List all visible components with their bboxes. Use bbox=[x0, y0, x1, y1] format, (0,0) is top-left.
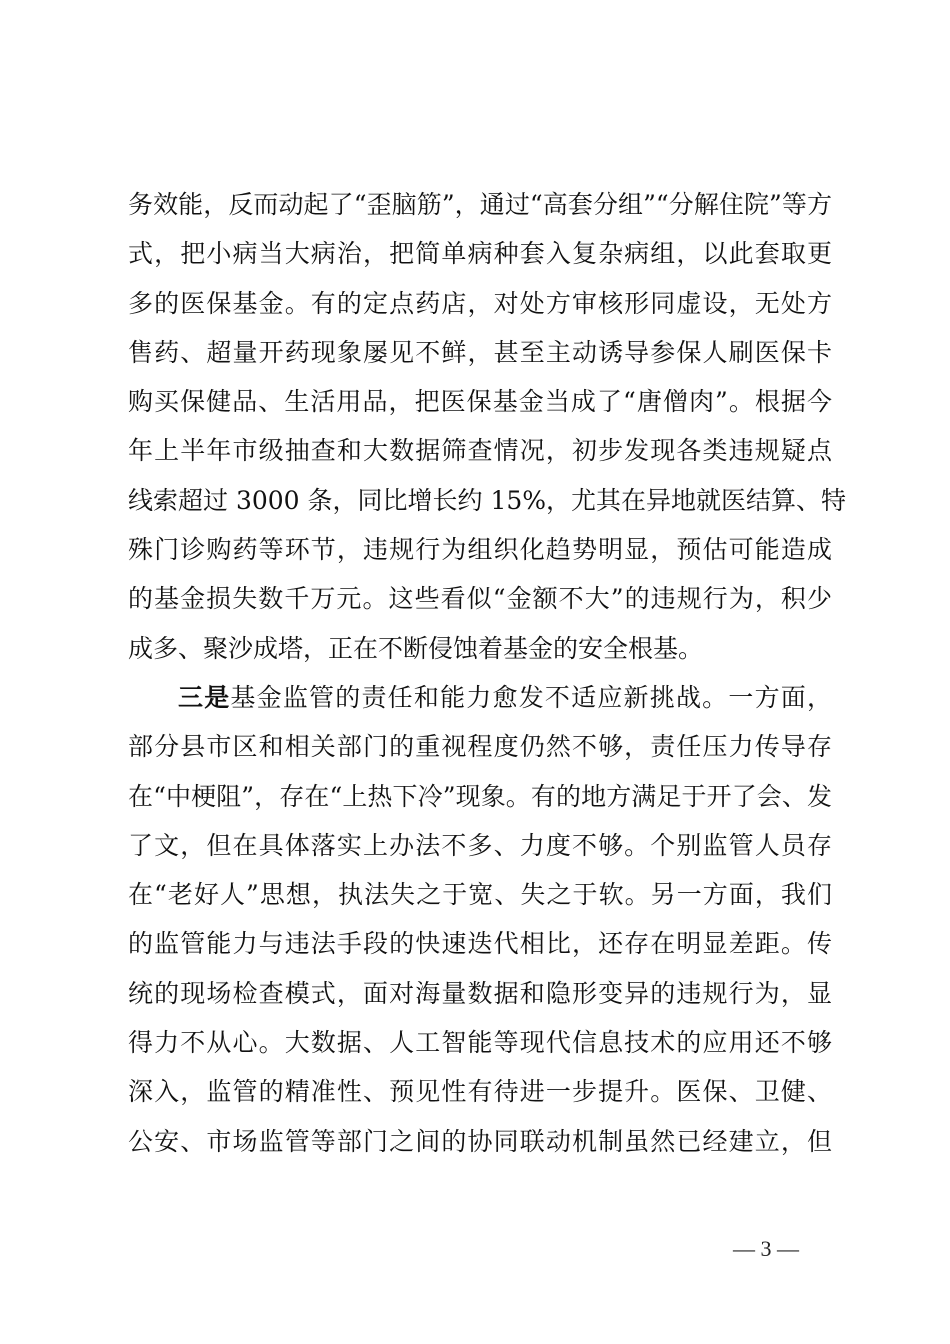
text-line: 在“中梗阻”，存在“上热下冷”现象。有的地方满足于开了会、发 bbox=[128, 781, 832, 811]
body-text bbox=[128, 180, 847, 1166]
paragraph-1 bbox=[128, 180, 847, 673]
paragraph-2-first-text: 基金监管的责任和能力愈发不适应新挑战。一方面， bbox=[230, 682, 832, 712]
text-line: 年上半年市级抽查和大数据筛查情况，初步发现各类违规疑点 bbox=[128, 436, 832, 466]
text-line: 的监管能力与违法手段的快速迭代相比，还存在明显差距。传 bbox=[128, 929, 832, 959]
text-line: 式，把小病当大病治，把简单病种套入复杂病组，以此套取更 bbox=[128, 239, 832, 269]
text-line: 多的医保基金。有的定点药店，对处方审核形同虚设，无处方 bbox=[128, 288, 832, 318]
text-line: 深入，监管的精准性、预见性有待进一步提升。医保、卫健、 bbox=[128, 1077, 832, 1107]
text-line: 殊门诊购药等环节，违规行为组织化趋势明显，预估可能造成 bbox=[128, 535, 832, 565]
text-line: 务效能，反而动起了“歪脑筋”，通过“高套分组”“分解住院”等方 bbox=[128, 190, 832, 219]
text-line: 的基金损失数千万元。这些看似“金额不大”的违规行为，积少 bbox=[128, 584, 832, 614]
paragraph-2 bbox=[128, 673, 832, 1166]
text-line: 统的现场检查模式，面对海量数据和隐形变异的违规行为，显 bbox=[128, 978, 832, 1008]
text-line: 购买保健品、生活用品，把医保基金当成了“唐僧肉”。根据今 bbox=[128, 387, 832, 417]
page-number: — 3 — bbox=[733, 1236, 799, 1261]
text-line: 了文，但在具体落实上办法不多、力度不够。个别监管人员存 bbox=[128, 830, 832, 860]
text-line: 线索超过 3000 条，同比增长约 15%，尤其在异地就医结算、特 bbox=[128, 485, 847, 515]
paragraph-lead-bold: 三是 bbox=[178, 682, 231, 712]
text-line: 在“老好人”思想，执法失之于宽、失之于软。另一方面，我们 bbox=[128, 880, 832, 910]
text-line: 公安、市场监管等部门之间的协同联动机制虽然已经建立，但 bbox=[128, 1126, 832, 1156]
text-line: 部分县市区和相关部门的重视程度仍然不够，责任压力传导存 bbox=[128, 732, 832, 762]
text-line: 成多、聚沙成塔，正在不断侵蚀着基金的安全根基。 bbox=[128, 633, 704, 663]
text-line: 得力不从心。大数据、人工智能等现代信息技术的应用还不够 bbox=[128, 1028, 832, 1058]
paragraph-2-first-line bbox=[128, 673, 832, 722]
text-line: 售药、超量开药现象屡见不鲜，甚至主动诱导参保人刷医保卡 bbox=[128, 337, 832, 367]
